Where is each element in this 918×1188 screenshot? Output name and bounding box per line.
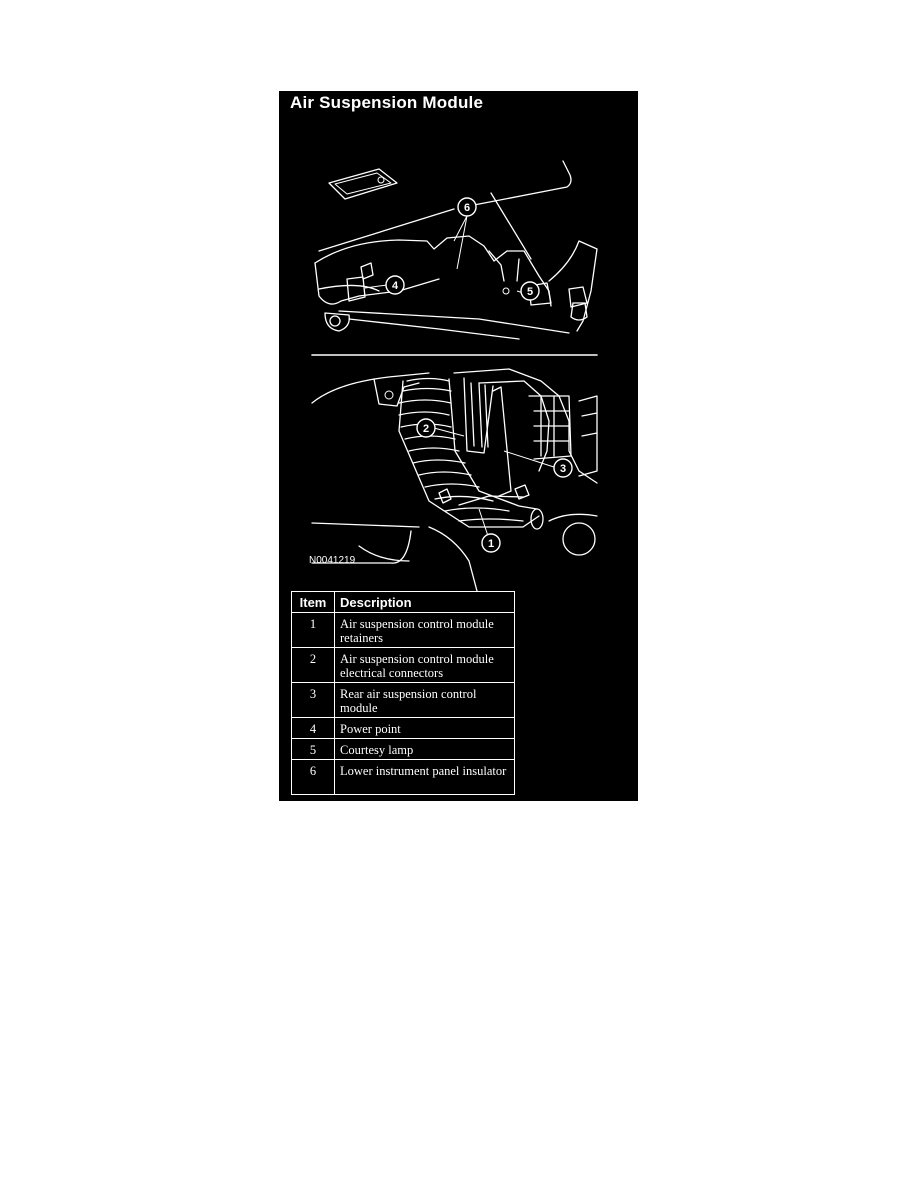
item-description: Air suspension control module electrical connectors (335, 648, 515, 683)
legend-header-row (292, 592, 515, 613)
item-description: Air suspension control module retainers (335, 613, 515, 648)
item-description: Rear air suspension control module (335, 683, 515, 718)
callout-3 (554, 459, 572, 477)
table-row (292, 683, 515, 718)
table-row (292, 760, 515, 795)
item-number: 5 (292, 739, 335, 760)
item-number: 2 (292, 648, 335, 683)
item-number: 1 (292, 613, 335, 648)
table-row (292, 648, 515, 683)
item-description: Courtesy lamp (335, 739, 515, 760)
figure-code: N0041219 (309, 555, 356, 566)
callout-4 (386, 276, 404, 294)
figure-title: Air Suspension Module (290, 93, 484, 112)
table-row (292, 718, 515, 739)
table-row (292, 613, 515, 648)
callout-2 (417, 419, 435, 437)
svg-text:3: 3 (559, 463, 567, 475)
item-description: Power point (335, 718, 515, 739)
item-number: 6 (292, 760, 335, 795)
table-row (292, 739, 515, 760)
callout-5 (521, 282, 539, 300)
item-number: 4 (292, 718, 335, 739)
column-header-description: Description (335, 592, 515, 613)
legend-table (291, 591, 515, 795)
item-description: Lower instrument panel insulator (335, 760, 515, 795)
callout-leaders (365, 216, 557, 539)
svg-text:6: 6 (463, 202, 471, 214)
upper-view-drawing (312, 161, 597, 355)
svg-text:2: 2 (422, 423, 430, 435)
callout-6 (458, 198, 476, 216)
callout-1 (482, 534, 500, 552)
svg-text:4: 4 (391, 280, 399, 292)
line-art-illustration (279, 91, 638, 591)
svg-text:5: 5 (526, 286, 534, 298)
svg-text:1: 1 (487, 538, 495, 550)
column-header-item: Item (292, 592, 335, 613)
item-number: 3 (292, 683, 335, 718)
illustration-figure (279, 91, 638, 801)
